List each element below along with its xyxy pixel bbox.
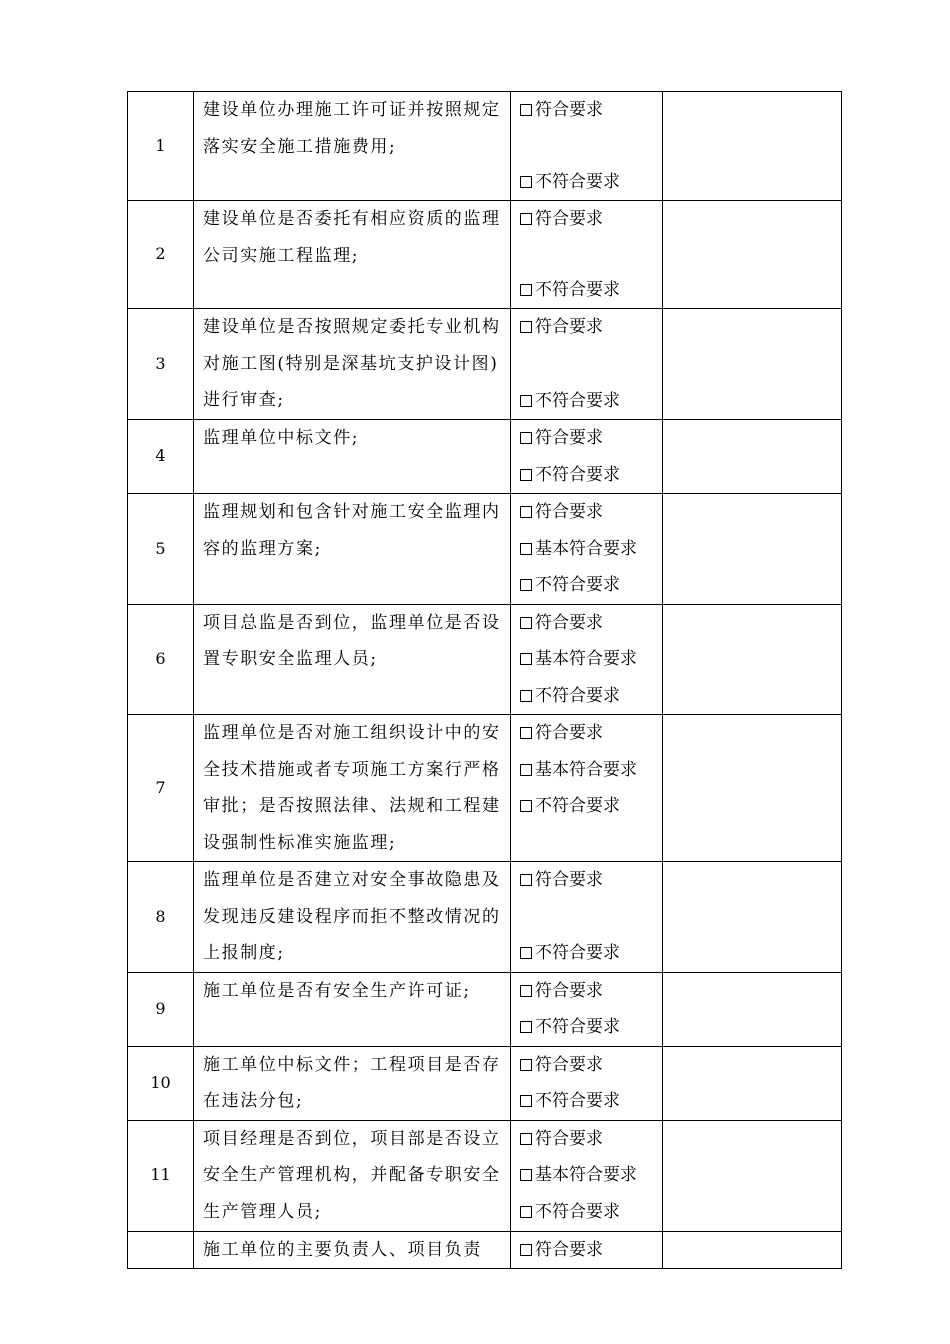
result-option-label: 不符合要求 [535,171,620,192]
table-row [128,1046,842,1120]
table-row [128,309,842,420]
inspection-item-text: 监理单位是否对施工组织设计中的安全技术措施或者专项施工方案行严格审批；是否按照法律、法规和工程建设强制性标准实施监理; [194,715,511,862]
checkbox-icon[interactable] [520,1021,532,1033]
checkbox-icon[interactable] [520,617,532,629]
checkbox-icon[interactable] [520,727,532,739]
result-options [511,420,663,494]
inspection-item-text: 施工单位是否有安全生产许可证; [194,972,511,1046]
checkbox-icon[interactable] [520,800,532,812]
result-option[interactable] [520,383,620,420]
result-option-label: 符合要求 [535,317,603,337]
result-option-label: 不符合要求 [535,575,620,595]
result-option[interactable] [520,457,660,494]
result-option-label: 不符合要求 [535,464,620,485]
checkbox-icon[interactable] [520,543,532,555]
table-row [128,494,842,605]
result-option[interactable] [520,309,660,346]
result-option-label: 不符合要求 [535,1091,620,1111]
result-option-label: 基本符合要求 [535,1165,637,1185]
table-row [128,1231,842,1269]
result-option[interactable] [520,605,660,642]
result-option-label: 符合要求 [535,870,603,890]
row-number: 3 [128,309,194,420]
row-number: 7 [128,715,194,862]
result-option-label: 符合要求 [535,1239,603,1260]
table-row [128,92,842,201]
result-options [511,309,663,420]
remark-cell[interactable] [663,201,842,309]
result-option[interactable] [520,715,660,752]
result-option[interactable] [520,678,660,715]
table-row [128,862,842,973]
row-number: 11 [128,1120,194,1231]
result-option-label: 基本符合要求 [535,649,637,669]
result-option[interactable] [520,788,660,825]
inspection-item-text: 施工单位的主要负责人、项目负责 [194,1231,511,1269]
inspection-item-text: 监理单位是否建立对安全事故隐患及发现违反建设程序而拒不整改情况的上报制度; [194,862,511,973]
table-row [128,604,842,715]
checkbox-icon[interactable] [520,1059,532,1071]
result-option[interactable] [520,1047,660,1084]
result-option-label: 符合要求 [535,209,603,229]
remark-cell[interactable] [663,862,842,973]
inspection-item-text: 施工单位中标文件；工程项目是否存在违法分包; [194,1046,511,1120]
result-options [511,972,663,1046]
result-option[interactable] [520,1194,660,1231]
row-number: 5 [128,494,194,605]
row-number: 2 [128,201,194,309]
checkbox-icon[interactable] [520,176,532,188]
inspection-item-text: 项目总监是否到位，监理单位是否设置专职安全监理人员; [194,604,511,715]
result-option[interactable] [520,201,660,238]
result-option[interactable] [520,567,660,604]
result-option[interactable] [520,420,660,457]
row-number: 4 [128,420,194,494]
checkbox-icon[interactable] [520,104,532,116]
inspection-table [127,91,842,1269]
result-option[interactable] [520,1009,660,1046]
result-option[interactable] [520,164,620,201]
result-option-label: 不符合要求 [535,796,620,816]
checkbox-icon[interactable] [520,1244,532,1256]
row-number: 10 [128,1046,194,1120]
result-options [511,201,663,309]
remark-cell[interactable] [663,1120,842,1231]
checkbox-icon[interactable] [520,1133,532,1145]
table-row [128,972,842,1046]
row-number: 1 [128,92,194,201]
result-option-label: 基本符合要求 [535,759,637,780]
result-option[interactable] [520,862,660,899]
checkbox-icon[interactable] [520,506,532,518]
inspection-item-text: 建设单位是否委托有相应资质的监理公司实施工程监理; [194,201,511,309]
inspection-item-text: 监理规划和包含针对施工安全监理内容的监理方案; [194,494,511,605]
remark-cell[interactable] [663,972,842,1046]
checkbox-icon[interactable] [520,947,532,959]
checkbox-icon[interactable] [520,469,532,481]
result-option-label: 符合要求 [535,428,603,448]
remark-cell[interactable] [663,92,842,201]
result-option[interactable] [520,1157,660,1194]
result-option[interactable] [520,494,660,531]
result-option-label: 不符合要求 [535,943,620,963]
result-option-label: 符合要求 [535,502,603,522]
checkbox-icon[interactable] [520,1095,532,1107]
checkbox-icon[interactable] [520,764,532,776]
result-option-label: 不符合要求 [535,685,620,706]
result-option-label: 基本符合要求 [535,538,637,559]
remark-cell[interactable] [663,1231,842,1269]
checkbox-icon[interactable] [520,1169,532,1181]
result-option-label: 符合要求 [535,1054,603,1075]
checkbox-icon[interactable] [520,653,532,665]
result-option[interactable] [520,272,620,309]
checkbox-icon[interactable] [520,284,532,296]
inspection-item-text: 监理单位中标文件; [194,420,511,494]
result-option[interactable] [520,92,660,129]
result-option[interactable] [520,973,660,1010]
result-options [511,715,663,862]
result-option-label: 符合要求 [535,100,603,120]
result-option-label: 不符合要求 [535,279,620,300]
result-option[interactable] [520,1121,660,1158]
table-row [128,420,842,494]
result-option[interactable] [520,752,660,789]
checkbox-icon[interactable] [520,395,532,407]
result-options [511,1120,663,1231]
checkbox-icon[interactable] [520,985,532,997]
result-option[interactable] [520,935,620,972]
result-option-label: 符合要求 [535,1128,603,1149]
result-option[interactable] [520,531,660,568]
table-row [128,715,842,862]
inspection-item-text: 项目经理是否到位，项目部是否设立安全生产管理机构，并配备专职安全生产管理人员; [194,1120,511,1231]
checkbox-icon[interactable] [520,874,532,886]
row-number [128,1231,194,1269]
remark-cell[interactable] [663,604,842,715]
checkbox-icon[interactable] [520,579,532,591]
result-options [511,1231,663,1269]
checkbox-icon[interactable] [520,432,532,444]
checkbox-icon[interactable] [520,690,532,702]
checkbox-icon[interactable] [520,321,532,333]
row-number: 6 [128,604,194,715]
remark-cell[interactable] [663,420,842,494]
result-option-label: 符合要求 [535,980,603,1001]
remark-cell[interactable] [663,715,842,862]
result-options [511,494,663,605]
result-option[interactable] [520,1083,660,1120]
row-number: 8 [128,862,194,973]
result-options [511,862,663,973]
row-number: 9 [128,972,194,1046]
inspection-item-text: 建设单位是否按照规定委托专业机构对施工图(特别是深基坑支护设计图)进行审查; [194,309,511,420]
inspection-table-body [128,92,842,1269]
result-option[interactable] [520,1232,660,1269]
inspection-item-text: 建设单位办理施工许可证并按照规定落实安全施工措施费用; [194,92,511,201]
result-option-label: 符合要求 [535,723,603,743]
result-options [511,92,663,201]
result-option-label: 不符合要求 [535,1017,620,1037]
result-options [511,604,663,715]
checkbox-icon[interactable] [520,1206,532,1218]
result-options [511,1046,663,1120]
remark-cell[interactable] [663,309,842,420]
remark-cell[interactable] [663,1046,842,1120]
result-option-label: 不符合要求 [535,1201,620,1222]
result-option-label: 符合要求 [535,612,603,633]
result-option[interactable] [520,641,660,678]
table-row [128,1120,842,1231]
table-row [128,201,842,309]
result-option-label: 不符合要求 [535,390,620,411]
checkbox-icon[interactable] [520,213,532,225]
remark-cell[interactable] [663,494,842,605]
